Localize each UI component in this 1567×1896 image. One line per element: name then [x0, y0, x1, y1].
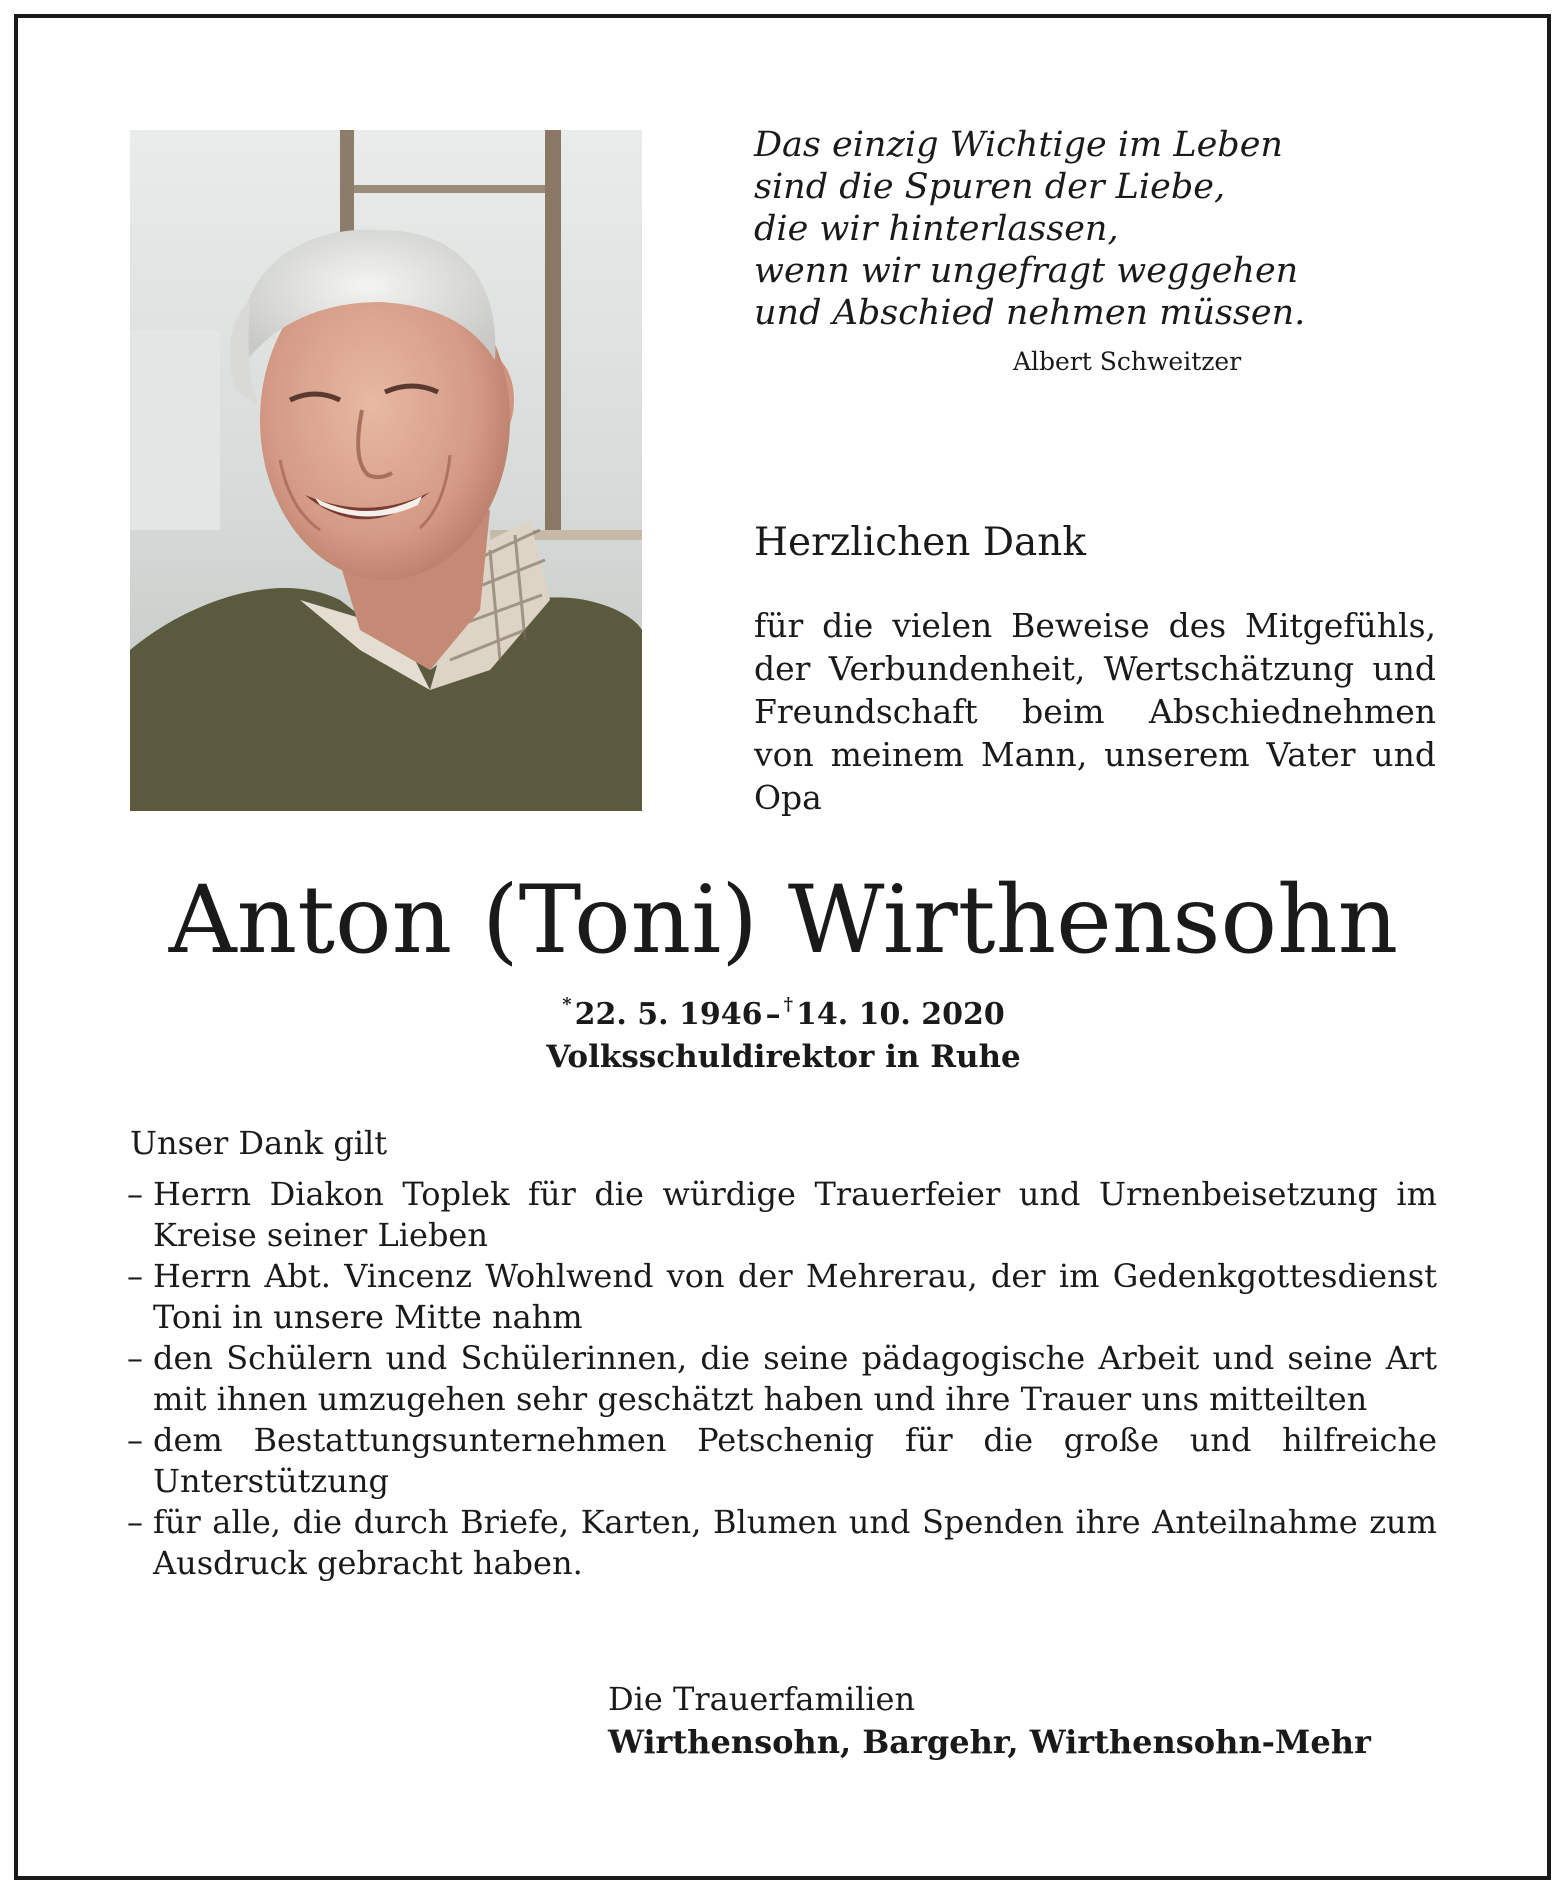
bullet-dash: – — [127, 1503, 143, 1541]
bullet-dash: – — [127, 1339, 143, 1377]
list-item-text: Herrn Diakon Toplek für die würdige Trauerfeier und Urnenbeisetzung im Kreise seiner Lieben — [153, 1175, 1437, 1254]
list-item — [127, 1256, 1437, 1338]
bullet-dash: – — [127, 1175, 143, 1213]
quote-line: die wir hinterlassen, — [754, 209, 1119, 249]
list-item-text: dem Bestattungsunternehmen Petschenig für die große und hilfreiche Unterstützung — [153, 1421, 1437, 1500]
born-symbol: * — [562, 994, 572, 1015]
quote-line: sind die Spuren der Liebe, — [754, 167, 1226, 207]
list-item — [127, 1502, 1437, 1584]
life-dates — [0, 996, 1567, 1034]
quote-author: Albert Schweitzer — [1013, 347, 1242, 376]
portrait-photo — [130, 130, 642, 811]
bullet-dash: – — [127, 1421, 143, 1459]
list-item-text: für alle, die durch Briefe, Karten, Blumen und Spenden ihre Anteilnahme zum Ausdruck gebracht haben. — [153, 1503, 1437, 1582]
list-item-text: den Schülern und Schülerinnen, die seine pädagogische Arbeit und seine Art mit ihnen umzugehen sehr geschätzt haben und ihre Trauer uns mitteilten — [153, 1339, 1437, 1418]
deceased-name: Anton (Toni) Wirthensohn — [168, 866, 1399, 975]
thanks-heading: Herzlichen Dank — [754, 520, 1087, 565]
quote-line: und Abschied nehmen müssen. — [754, 293, 1306, 333]
thanks-paragraph: für die vielen Beweise des Mitgefühls, der Verbundenheit, Wertschätzung und Freundschaft beim Abschiednehmen von meinem Mann, unserem Vater und Opa — [754, 606, 1436, 817]
quote-block — [754, 124, 1306, 334]
quote-line: wenn wir ungefragt weggehen — [754, 251, 1299, 291]
list-item-text: Herrn Abt. Vincenz Wohlwend von der Mehrerau, der im Gedenkgottesdienst Toni in unsere Mitte nahm — [153, 1257, 1437, 1336]
bullet-dash: – — [127, 1257, 143, 1295]
family-names: Wirthensohn, Bargehr, Wirthensohn-Mehr — [608, 1723, 1371, 1761]
date-separator: – — [765, 997, 781, 1032]
list-item — [127, 1420, 1437, 1502]
list-item — [127, 1174, 1437, 1256]
birth-date: 22. 5. 1946 — [574, 997, 763, 1032]
thanks-list — [127, 1174, 1437, 1584]
quote-line: Das einzig Wichtige im Leben — [754, 125, 1283, 165]
list-item — [127, 1338, 1437, 1420]
died-symbol: † — [783, 994, 793, 1015]
death-date: 14. 10. 2020 — [795, 997, 1005, 1032]
thanks-intro: Unser Dank gilt — [130, 1124, 388, 1162]
family-intro: Die Trauerfamilien — [608, 1680, 916, 1718]
profession: Volksschuldirektor in Ruhe — [546, 1039, 1021, 1075]
